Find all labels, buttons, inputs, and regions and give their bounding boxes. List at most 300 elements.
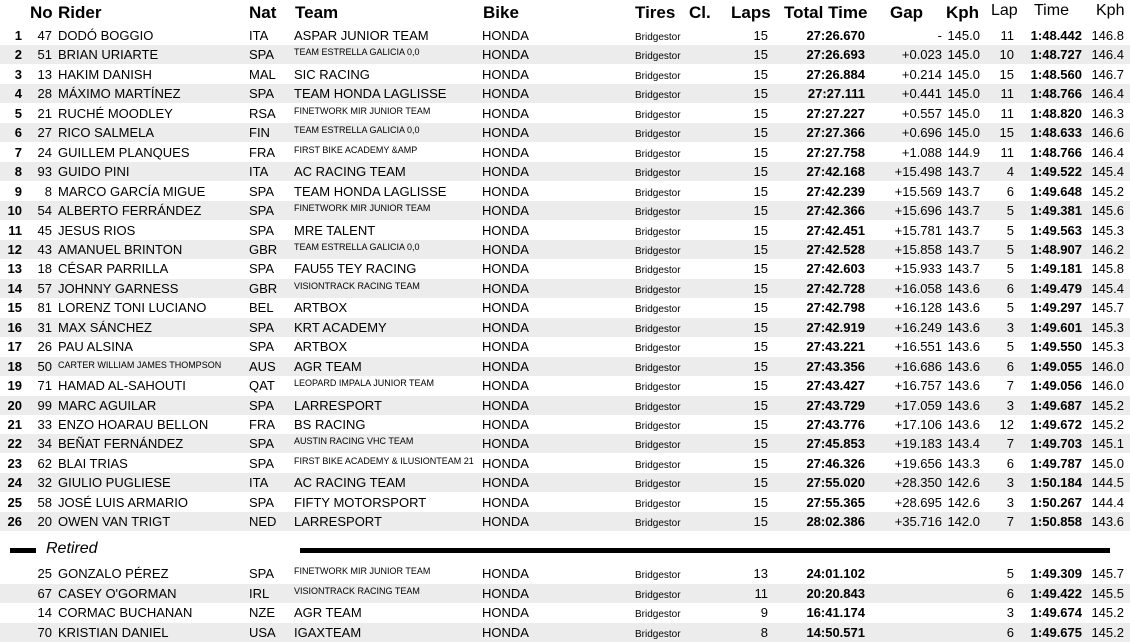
- tires-cell: Bridgestor: [635, 362, 681, 374]
- rider-cell: HAKIM DANISH: [58, 66, 152, 82]
- position-cell: 23: [7, 455, 22, 471]
- nation-cell: SPA: [249, 183, 275, 199]
- nation-cell: GBR: [249, 241, 278, 257]
- best-lap-kph-cell: 146.0: [1091, 358, 1124, 374]
- best-lap-kph-cell: 146.0: [1091, 378, 1124, 394]
- total-time-cell: 27:42.798: [806, 300, 865, 316]
- bike-cell: HONDA: [482, 397, 529, 413]
- best-lap-time-cell: 1:48.560: [1030, 66, 1082, 82]
- total-time-cell: 27:42.728: [806, 280, 865, 296]
- number-cell: 58: [37, 494, 52, 510]
- bike-cell: HONDA: [482, 28, 529, 43]
- nation-cell: SPA: [249, 397, 275, 413]
- header-kph: Kph: [946, 3, 980, 22]
- kph-cell: 142.6: [947, 475, 980, 491]
- best-lap-kph-cell: 146.7: [1091, 66, 1124, 82]
- number-cell: 67: [37, 585, 52, 601]
- rider-cell: ALBERTO FERRÁNDEZ: [58, 203, 202, 219]
- position-cell: 4: [14, 86, 22, 102]
- header-rider: Rider: [58, 3, 102, 22]
- best-lap-kph-cell: 145.7: [1091, 566, 1124, 581]
- best-lap-kph-cell: 146.8: [1091, 28, 1124, 43]
- table-row: [0, 603, 1130, 622]
- nation-cell: GBR: [249, 280, 278, 296]
- nation-cell: QAT: [249, 378, 275, 394]
- rider-cell: JOSÉ LUIS ARMARIO: [58, 494, 189, 510]
- rider-cell: JESUS RIOS: [58, 222, 136, 238]
- position-cell: 15: [7, 300, 22, 316]
- header-nat: Nat: [249, 3, 277, 22]
- gap-cell: +1.088: [901, 144, 942, 160]
- team-cell: ASPAR JUNIOR TEAM: [294, 28, 429, 43]
- kph-cell: 143.7: [947, 164, 980, 180]
- gap-cell: -: [937, 28, 942, 43]
- retired-section-header: [0, 538, 1130, 560]
- position-cell: 7: [14, 144, 22, 160]
- laps-cell: 15: [753, 86, 768, 102]
- table-row: [0, 143, 1130, 162]
- best-lap-time-cell: 1:48.633: [1030, 125, 1082, 141]
- header-cl: Cl.: [689, 3, 711, 22]
- laps-cell: 15: [753, 378, 768, 394]
- table-row: [0, 357, 1130, 376]
- laps-cell: 11: [754, 585, 768, 601]
- best-lap-time-cell: 1:49.563: [1030, 222, 1082, 238]
- best-lap-time-cell: 1:49.787: [1030, 455, 1082, 471]
- team-cell: ARTBOX: [294, 339, 348, 355]
- best-lap-time-cell: 1:50.858: [1030, 514, 1082, 530]
- number-cell: 21: [37, 105, 52, 121]
- bike-cell: HONDA: [482, 475, 529, 491]
- tires-cell: Bridgestor: [635, 70, 681, 82]
- table-row: [0, 434, 1130, 453]
- best-lap-number-cell: 5: [1006, 261, 1014, 277]
- gap-cell: +17.059: [894, 397, 942, 413]
- position-cell: 16: [7, 319, 22, 335]
- best-lap-number-cell: 11: [1000, 105, 1014, 121]
- number-cell: 31: [37, 319, 52, 335]
- team-cell: AC RACING TEAM: [294, 164, 406, 180]
- best-lap-number-cell: 3: [1006, 605, 1014, 620]
- best-lap-time-cell: 1:49.601: [1030, 319, 1082, 335]
- team-cell: FINETWORK MIR JUNIOR TEAM: [294, 566, 431, 576]
- bike-cell: HONDA: [482, 105, 529, 121]
- tires-cell: Bridgestor: [635, 51, 681, 63]
- kph-cell: 143.7: [947, 203, 980, 219]
- position-cell: 17: [7, 339, 22, 355]
- best-lap-kph-cell: 145.2: [1091, 397, 1124, 413]
- total-time-cell: 27:26.693: [806, 47, 865, 63]
- nation-cell: NZE: [249, 605, 275, 620]
- nation-cell: SPA: [249, 566, 275, 581]
- bike-cell: HONDA: [482, 378, 529, 394]
- number-cell: 25: [37, 566, 52, 581]
- tires-cell: Bridgestor: [635, 421, 681, 432]
- position-cell: 22: [7, 436, 22, 452]
- team-cell: AC RACING TEAM: [294, 475, 406, 491]
- rider-cell: MAX SÁNCHEZ: [58, 319, 152, 335]
- tires-cell: Bridgestor: [635, 148, 681, 160]
- rider-cell: MARCO GARCÍA MIGUE: [58, 183, 206, 199]
- number-cell: 26: [37, 339, 52, 355]
- number-cell: 20: [37, 514, 52, 530]
- team-cell: TEAM ESTRELLA GALICIA 0,0: [294, 125, 420, 136]
- tires-cell: Bridgestor: [635, 440, 681, 452]
- rider-cell: CÉSAR PARRILLA: [58, 261, 169, 277]
- team-cell: BS RACING: [294, 417, 366, 432]
- nation-cell: SPA: [249, 494, 275, 510]
- rider-cell: RICO SALMELA: [58, 125, 155, 141]
- best-lap-time-cell: 1:49.687: [1030, 397, 1082, 413]
- best-lap-time-cell: 1:49.479: [1030, 280, 1082, 296]
- best-lap-number-cell: 11: [1000, 144, 1014, 160]
- team-cell: LEOPARD IMPALA JUNIOR TEAM: [294, 378, 435, 389]
- best-lap-time-cell: 1:50.267: [1030, 494, 1082, 510]
- best-lap-time-cell: 1:48.727: [1030, 47, 1082, 63]
- team-cell: FIFTY MOTORSPORT: [294, 494, 427, 510]
- table-row: [0, 162, 1130, 181]
- gap-cell: +19.183: [894, 436, 942, 452]
- table-row: [0, 512, 1130, 531]
- table-header: [0, 0, 1130, 24]
- header-team: Team: [295, 3, 339, 22]
- position-cell: 10: [7, 203, 22, 219]
- best-lap-time-cell: 1:49.309: [1030, 566, 1082, 581]
- team-cell: TEAM ESTRELLA GALICIA 0,0: [294, 241, 420, 252]
- kph-cell: 145.0: [947, 86, 980, 102]
- team-cell: LARRESPORT: [294, 514, 382, 530]
- best-lap-kph-cell: 145.4: [1091, 164, 1124, 180]
- number-cell: 47: [37, 28, 52, 43]
- laps-cell: 15: [753, 222, 768, 238]
- tires-cell: Bridgestor: [635, 570, 681, 581]
- team-cell: SIC RACING: [294, 66, 370, 82]
- gap-cell: +0.441: [901, 86, 942, 102]
- number-cell: 8: [44, 183, 52, 199]
- bike-cell: HONDA: [482, 203, 529, 219]
- kph-cell: 143.7: [947, 241, 980, 257]
- total-time-cell: 27:43.356: [806, 358, 865, 374]
- table-row: [0, 473, 1130, 492]
- position-cell: 6: [14, 125, 22, 141]
- kph-cell: 142.0: [947, 514, 980, 530]
- nation-cell: FIN: [249, 125, 270, 141]
- gap-cell: +28.695: [894, 494, 942, 510]
- table-row: [0, 84, 1130, 103]
- rider-cell: HAMAD AL-SAHOUTI: [58, 378, 186, 394]
- total-time-cell: 27:42.366: [806, 203, 865, 219]
- nation-cell: ITA: [249, 28, 269, 43]
- team-cell: TEAM ESTRELLA GALICIA 0,0: [294, 47, 420, 58]
- laps-cell: 15: [753, 455, 768, 471]
- best-lap-time-cell: 1:49.422: [1030, 585, 1082, 601]
- laps-cell: 15: [753, 319, 768, 335]
- nation-cell: SPA: [249, 47, 275, 63]
- table-row: [0, 376, 1130, 395]
- kph-cell: 143.6: [947, 397, 980, 413]
- position-cell: 9: [14, 183, 22, 199]
- best-lap-number-cell: 6: [1006, 183, 1014, 199]
- gap-cell: +15.696: [894, 203, 942, 219]
- best-lap-number-cell: 11: [1000, 28, 1014, 43]
- kph-cell: 143.6: [947, 300, 980, 316]
- best-lap-number-cell: 6: [1006, 358, 1014, 374]
- rider-cell: BLAI TRIAS: [58, 455, 128, 471]
- best-lap-time-cell: 1:49.703: [1030, 436, 1082, 452]
- position-cell: 18: [7, 358, 22, 374]
- table-row: [0, 123, 1130, 142]
- kph-cell: 143.6: [947, 417, 980, 432]
- team-cell: ARTBOX: [294, 300, 348, 316]
- team-cell: VISIONTRACK RACING TEAM: [294, 585, 420, 596]
- table-row: [0, 182, 1130, 201]
- best-lap-time-cell: 1:49.381: [1030, 203, 1082, 219]
- number-cell: 43: [37, 241, 52, 257]
- best-lap-number-cell: 3: [1006, 319, 1014, 335]
- laps-cell: 15: [753, 203, 768, 219]
- bike-cell: HONDA: [482, 585, 529, 601]
- tires-cell: Bridgestor: [635, 459, 681, 471]
- gap-cell: +16.757: [894, 378, 942, 394]
- gap-cell: +35.716: [894, 514, 942, 530]
- total-time-cell: 27:43.427: [806, 378, 865, 394]
- bike-cell: HONDA: [482, 436, 529, 452]
- best-lap-kph-cell: 146.2: [1091, 241, 1124, 257]
- header-total-time: Total Time: [784, 3, 868, 22]
- number-cell: 57: [37, 280, 52, 296]
- nation-cell: SPA: [249, 339, 275, 355]
- team-cell: FIRST BIKE ACADEMY & ILUSIONTEAM 21: [294, 455, 474, 466]
- best-lap-number-cell: 11: [1000, 86, 1014, 102]
- total-time-cell: 27:27.227: [806, 105, 865, 121]
- tires-cell: Bridgestor: [635, 343, 681, 355]
- kph-cell: 143.7: [947, 183, 980, 199]
- tires-cell: Bridgestor: [635, 498, 681, 510]
- total-time-cell: 27:55.020: [806, 475, 865, 491]
- best-lap-number-cell: 7: [1006, 514, 1014, 530]
- tires-cell: Bridgestor: [635, 109, 681, 121]
- nation-cell: SPA: [249, 222, 275, 238]
- bike-cell: HONDA: [482, 144, 529, 160]
- total-time-cell: 27:42.528: [806, 241, 865, 257]
- nation-cell: SPA: [249, 436, 275, 452]
- laps-cell: 15: [753, 66, 768, 82]
- best-lap-number-cell: 15: [999, 66, 1014, 82]
- laps-cell: 8: [760, 624, 768, 640]
- header-no: No: [30, 3, 53, 22]
- rider-cell: GIULIO PUGLIESE: [58, 475, 171, 491]
- bike-cell: HONDA: [482, 300, 529, 316]
- rider-cell: JOHNNY GARNESS: [58, 280, 179, 296]
- rider-cell: CARTER WILLIAM JAMES THOMPSON: [58, 359, 222, 370]
- tires-cell: Bridgestor: [635, 284, 681, 296]
- laps-cell: 15: [753, 183, 768, 199]
- total-time-cell: 27:42.603: [806, 261, 865, 277]
- bike-cell: HONDA: [482, 605, 529, 620]
- laps-cell: 15: [753, 300, 768, 316]
- number-cell: 62: [37, 455, 52, 471]
- header-time: Time: [1034, 2, 1069, 19]
- table-row: [0, 26, 1130, 45]
- rider-cell: GUIDO PINI: [58, 164, 130, 180]
- bike-cell: HONDA: [482, 66, 529, 82]
- team-cell: LARRESPORT: [294, 397, 382, 413]
- tires-cell: Bridgestor: [635, 207, 681, 219]
- gap-cell: +17.106: [894, 417, 942, 432]
- best-lap-number-cell: 3: [1006, 494, 1014, 510]
- kph-cell: 143.3: [947, 455, 980, 471]
- table-row: [0, 65, 1130, 84]
- kph-cell: 143.6: [947, 358, 980, 374]
- table-row: [0, 201, 1130, 220]
- best-lap-kph-cell: 146.4: [1091, 47, 1124, 63]
- table-row: [0, 584, 1130, 603]
- tires-cell: Bridgestor: [635, 304, 681, 316]
- laps-cell: 15: [753, 358, 768, 374]
- total-time-cell: 20:20.843: [806, 585, 865, 601]
- best-lap-number-cell: 7: [1006, 436, 1014, 452]
- nation-cell: RSA: [249, 105, 276, 121]
- best-lap-kph-cell: 145.7: [1091, 300, 1124, 316]
- laps-cell: 15: [753, 436, 768, 452]
- total-time-cell: 27:55.365: [806, 494, 865, 510]
- kph-cell: 145.0: [947, 125, 980, 141]
- number-cell: 70: [37, 624, 52, 640]
- laps-cell: 15: [753, 164, 768, 180]
- best-lap-number-cell: 5: [1006, 222, 1014, 238]
- rider-cell: ENZO HOARAU BELLON: [58, 417, 209, 432]
- tires-cell: Bridgestor: [635, 589, 681, 601]
- total-time-cell: 27:42.919: [806, 319, 865, 335]
- team-cell: AGR TEAM: [294, 605, 362, 620]
- gap-cell: +15.858: [894, 241, 942, 257]
- table-row: [0, 240, 1130, 259]
- position-cell: 21: [7, 417, 22, 432]
- team-cell: FINETWORK MIR JUNIOR TEAM: [294, 203, 431, 214]
- best-lap-number-cell: 5: [1006, 339, 1014, 355]
- kph-cell: 145.0: [947, 105, 980, 121]
- total-time-cell: 27:27.111: [807, 86, 865, 102]
- bike-cell: HONDA: [482, 222, 529, 238]
- team-cell: FIRST BIKE ACADEMY &AMP: [294, 144, 418, 155]
- best-lap-kph-cell: 146.3: [1091, 105, 1124, 121]
- tires-cell: Bridgestor: [635, 32, 681, 43]
- total-time-cell: 27:42.168: [806, 164, 865, 180]
- laps-cell: 15: [753, 494, 768, 510]
- table-row: [0, 337, 1130, 356]
- tires-cell: Bridgestor: [635, 323, 681, 335]
- best-lap-number-cell: 6: [1006, 624, 1014, 640]
- bike-cell: HONDA: [482, 417, 529, 432]
- best-lap-kph-cell: 145.2: [1091, 605, 1124, 620]
- number-cell: 18: [37, 261, 52, 277]
- bike-cell: HONDA: [482, 455, 529, 471]
- kph-cell: 143.4: [947, 436, 980, 452]
- rider-cell: KRISTIAN DANIEL: [58, 624, 169, 640]
- number-cell: 24: [37, 144, 52, 160]
- rider-cell: BEÑAT FERNÁNDEZ: [58, 436, 184, 452]
- nation-cell: NED: [249, 514, 277, 530]
- best-lap-kph-cell: 146.4: [1091, 144, 1124, 160]
- number-cell: 28: [37, 86, 52, 102]
- number-cell: 71: [37, 378, 52, 394]
- rider-cell: GUILLEM PLANQUES: [58, 144, 190, 160]
- bike-cell: HONDA: [482, 494, 529, 510]
- position-cell: 1: [14, 28, 22, 43]
- header-laps: Laps: [731, 3, 771, 22]
- table-row: [0, 493, 1130, 512]
- best-lap-kph-cell: 145.1: [1091, 436, 1124, 452]
- gap-cell: +16.551: [894, 339, 942, 355]
- kph-cell: 143.6: [947, 280, 980, 296]
- position-cell: 24: [7, 475, 22, 491]
- tires-cell: Bridgestor: [635, 265, 681, 277]
- table-row: [0, 298, 1130, 317]
- tires-cell: Bridgestor: [635, 609, 681, 620]
- best-lap-kph-cell: 146.6: [1091, 125, 1124, 141]
- gap-cell: +28.350: [894, 475, 942, 491]
- laps-cell: 15: [753, 397, 768, 413]
- kph-cell: 143.6: [947, 378, 980, 394]
- nation-cell: SPA: [249, 455, 275, 471]
- best-lap-number-cell: 7: [1006, 378, 1014, 394]
- tires-cell: Bridgestor: [635, 168, 681, 180]
- team-cell: AUSTIN RACING VHC TEAM: [294, 436, 414, 447]
- tires-cell: Bridgestor: [635, 479, 681, 491]
- best-lap-number-cell: 15: [999, 125, 1014, 141]
- table-row: [0, 45, 1130, 64]
- team-cell: FAU55 TEY RACING: [294, 261, 417, 277]
- gap-cell: +16.249: [894, 319, 942, 335]
- team-cell: TEAM HONDA LAGLISSE: [294, 86, 447, 102]
- nation-cell: FRA: [249, 417, 275, 432]
- number-cell: 33: [37, 417, 52, 432]
- bike-cell: HONDA: [482, 280, 529, 296]
- bike-cell: HONDA: [482, 319, 529, 335]
- laps-cell: 15: [753, 475, 768, 491]
- rider-cell: MARC AGUILAR: [58, 397, 157, 413]
- bike-cell: HONDA: [482, 339, 529, 355]
- best-lap-time-cell: 1:49.674: [1030, 605, 1082, 620]
- total-time-cell: 27:26.884: [806, 66, 865, 82]
- header-tires: Tires: [635, 3, 676, 22]
- best-lap-time-cell: 1:49.522: [1030, 164, 1082, 180]
- header-lap: Lap: [991, 2, 1018, 19]
- tires-cell: Bridgestor: [635, 628, 681, 640]
- kph-cell: 142.6: [947, 494, 980, 510]
- laps-cell: 15: [753, 261, 768, 277]
- position-cell: 12: [7, 241, 22, 257]
- best-lap-time-cell: 1:49.055: [1030, 358, 1082, 374]
- nation-cell: AUS: [249, 358, 276, 374]
- rider-cell: PAU ALSINA: [58, 339, 133, 355]
- position-cell: 20: [7, 397, 22, 413]
- position-cell: 26: [7, 514, 22, 530]
- best-lap-time-cell: 1:49.297: [1030, 300, 1082, 316]
- best-lap-number-cell: 5: [1006, 300, 1014, 316]
- table-row: [0, 318, 1130, 337]
- best-lap-kph-cell: 145.4: [1091, 280, 1124, 296]
- total-time-cell: 27:46.326: [806, 455, 865, 471]
- bike-cell: HONDA: [482, 241, 529, 257]
- best-lap-number-cell: 4: [1006, 164, 1014, 180]
- best-lap-time-cell: 1:49.672: [1030, 417, 1082, 432]
- bike-cell: HONDA: [482, 125, 529, 141]
- position-cell: 8: [14, 164, 22, 180]
- team-cell: AGR TEAM: [294, 358, 362, 374]
- table-row: [0, 221, 1130, 240]
- best-lap-number-cell: 3: [1006, 475, 1014, 491]
